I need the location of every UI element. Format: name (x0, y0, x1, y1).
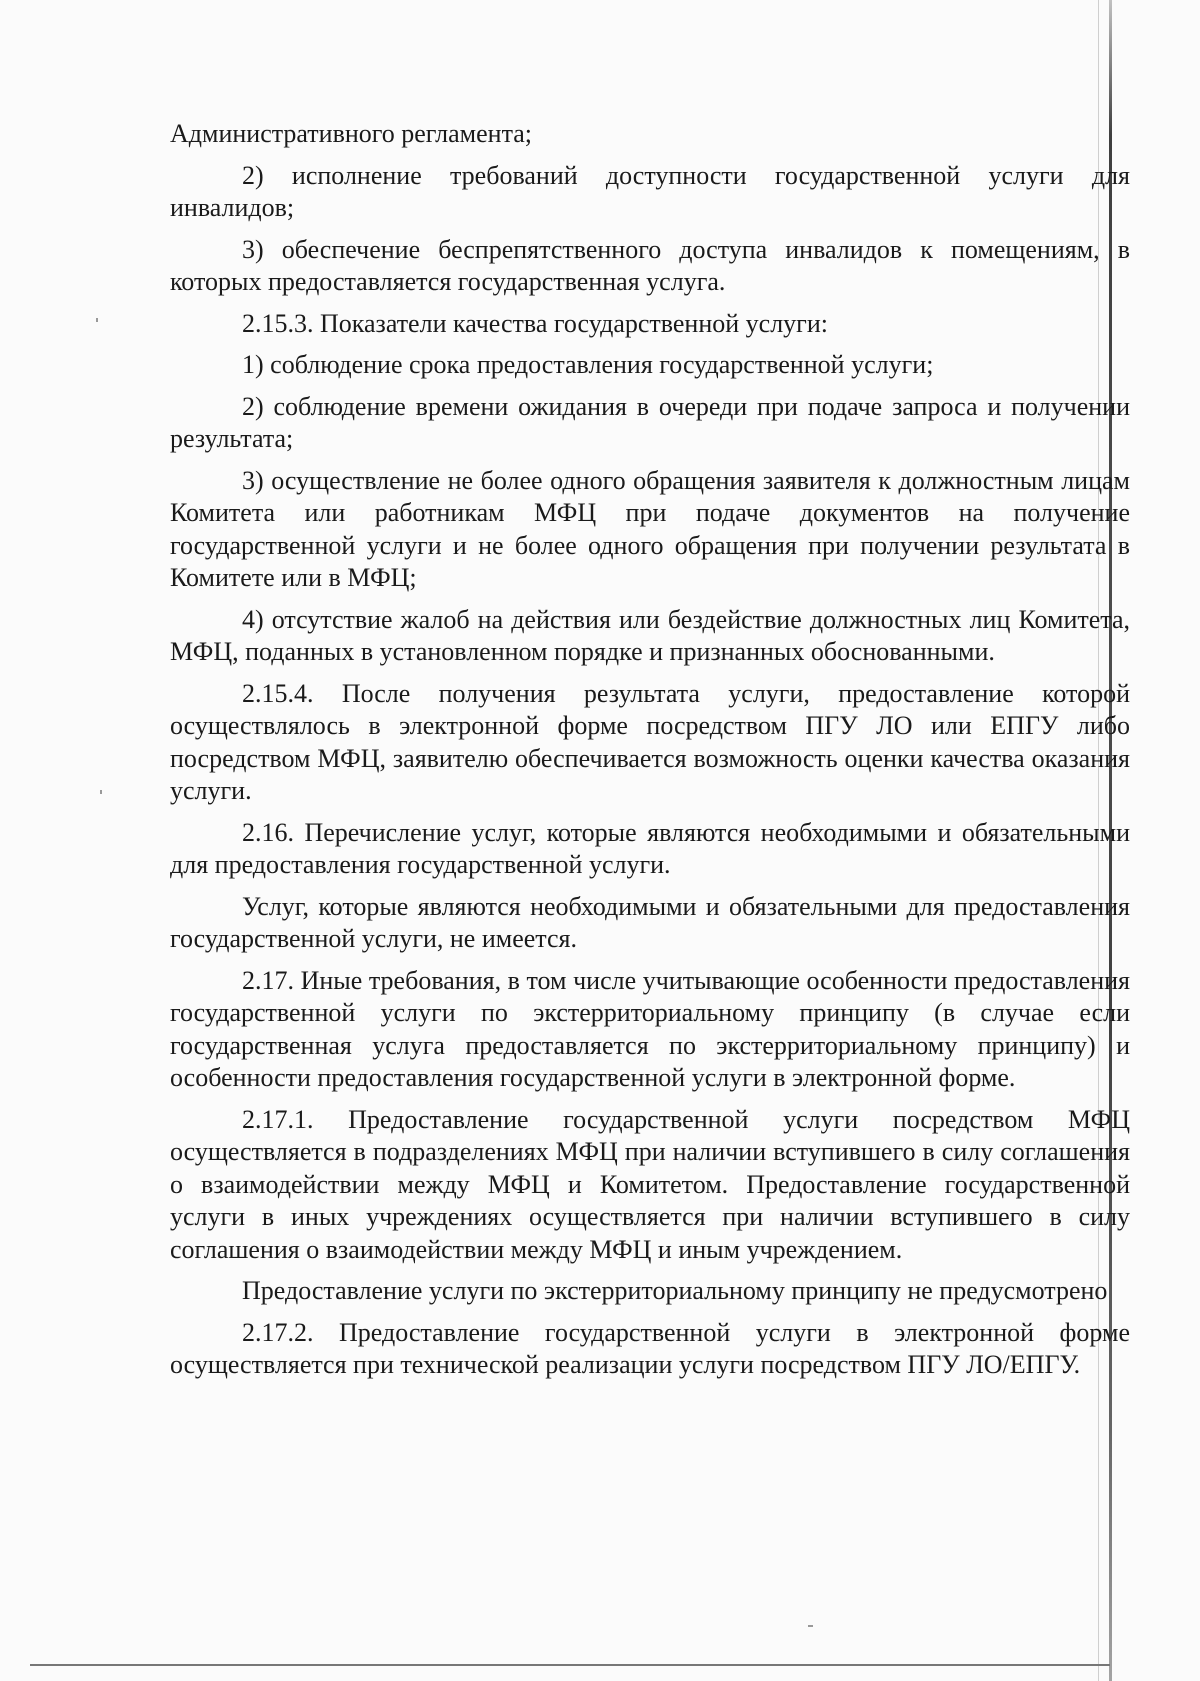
paragraph: Административного регламента; (170, 119, 533, 148)
paragraph: 2) соблюдение времени ожидания в очереди при подаче запроса и получении результата; (170, 391, 1130, 453)
document-body (170, 118, 1130, 1391)
paragraph: 2.16. Перечисление услуг, которые являются необходимыми и обязательными для предоставления государственной услуги. (170, 817, 1130, 879)
paragraph: 2.17.2. Предоставление государственной услуги в электронной форме осуществляется при технической реализации услуги посредством ПГУ ЛО/ЕПГУ. (170, 1317, 1130, 1379)
paragraph: Услуг, которые являются необходимыми и обязательными для предоставления государственной услуги, не имеется. (170, 891, 1130, 953)
paragraph: 1) соблюдение срока предоставления государственной услуги; (242, 350, 934, 379)
bottom-edge-line (30, 1664, 1110, 1666)
paragraph: Предоставление услуги по экстерриториальному принципу не предусмотрено (242, 1276, 1108, 1305)
paragraph: 2.15.4. После получения результата услуги, предоставление которой осуществлялось в электронной форме посредством ПГУ ЛО или ЕПГУ либо посредством МФЦ, заявителю обеспечивается возможность оценки качества оказания услуги. (170, 678, 1130, 805)
scan-speck (808, 1625, 813, 1627)
paragraph: 2) исполнение требований доступности государственной услуги для инвалидов; (170, 160, 1130, 222)
paragraph: 4) отсутствие жалоб на действия или бездействие должностных лиц Комитета, МФЦ, поданных в установленном порядке и признанных обоснованными. (170, 604, 1130, 666)
paragraph: 2.17. Иные требования, в том числе учитывающие особенности предоставления государственной услуги по экстерриториальному принципу (в случае если государственная услуга предоставляется по экстерриториальному принципу) и особенности предоставления государственной услуги в электронной форме. (170, 965, 1130, 1092)
paragraph: 2.15.3. Показатели качества государственной услуги: (242, 308, 828, 338)
paragraph: 3) обеспечение беспрепятственного доступа инвалидов к помещениям, в которых предоставляется государственная услуга. (170, 234, 1130, 296)
paragraph: 3) осуществление не более одного обращения заявителя к должностным лицам Комитета или работникам МФЦ при подаче документов на получение государственной услуги и не более одного обращения при получении результата в Комитете или в МФЦ; (170, 465, 1130, 592)
scan-speck (100, 790, 102, 794)
scan-speck (96, 318, 98, 322)
paragraph: 2.17.1. Предоставление государственной услуги посредством МФЦ осуществляется в подразделениях МФЦ при наличии вступившего в силу соглашения о взаимодействии между МФЦ и Комитетом. Предоставление государственной услуги в иных учреждениях осуществляется при наличии вступившего в силу соглашения о взаимодействии между МФЦ и иным учреждением. (170, 1104, 1130, 1264)
